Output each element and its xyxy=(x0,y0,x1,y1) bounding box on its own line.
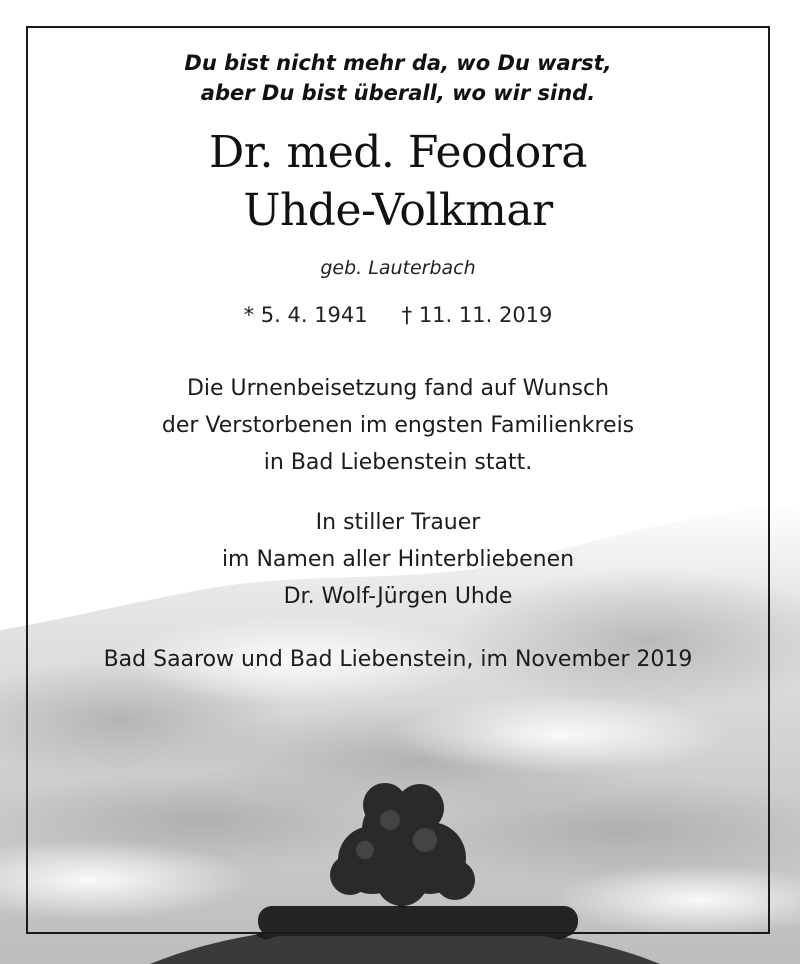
motto-line: Du bist nicht mehr da, wo Du warst, xyxy=(184,51,612,75)
mourners-line: im Namen aller Hinterbliebenen xyxy=(221,547,575,572)
mourners-line: Dr. Wolf-Jürgen Uhde xyxy=(283,584,513,609)
mourners xyxy=(28,504,768,615)
name-line: Dr. med. Feodora xyxy=(209,127,587,178)
life-dates xyxy=(28,300,768,330)
birth-name: geb. Lauterbach xyxy=(320,257,476,279)
obituary-text xyxy=(28,28,768,678)
notice-line: in Bad Liebenstein statt. xyxy=(263,450,533,475)
birth-date: * 5. 4. 1941 xyxy=(243,303,368,327)
notice-line: Die Urnenbeisetzung fand auf Wunsch xyxy=(186,376,610,401)
place-and-date: Bad Saarow und Bad Liebenstein, im November 2019 xyxy=(103,647,693,672)
notice-line: der Verstorbenen im engsten Familienkreis xyxy=(161,413,635,438)
deceased-name xyxy=(28,124,768,240)
motto-line: aber Du bist überall, wo wir sind. xyxy=(200,81,596,105)
motto xyxy=(28,48,768,108)
name-line: Uhde-Volkmar xyxy=(243,185,553,236)
death-date: † 11. 11. 2019 xyxy=(401,303,553,327)
mourners-line: In stiller Trauer xyxy=(315,510,481,535)
burial-notice xyxy=(28,370,768,481)
